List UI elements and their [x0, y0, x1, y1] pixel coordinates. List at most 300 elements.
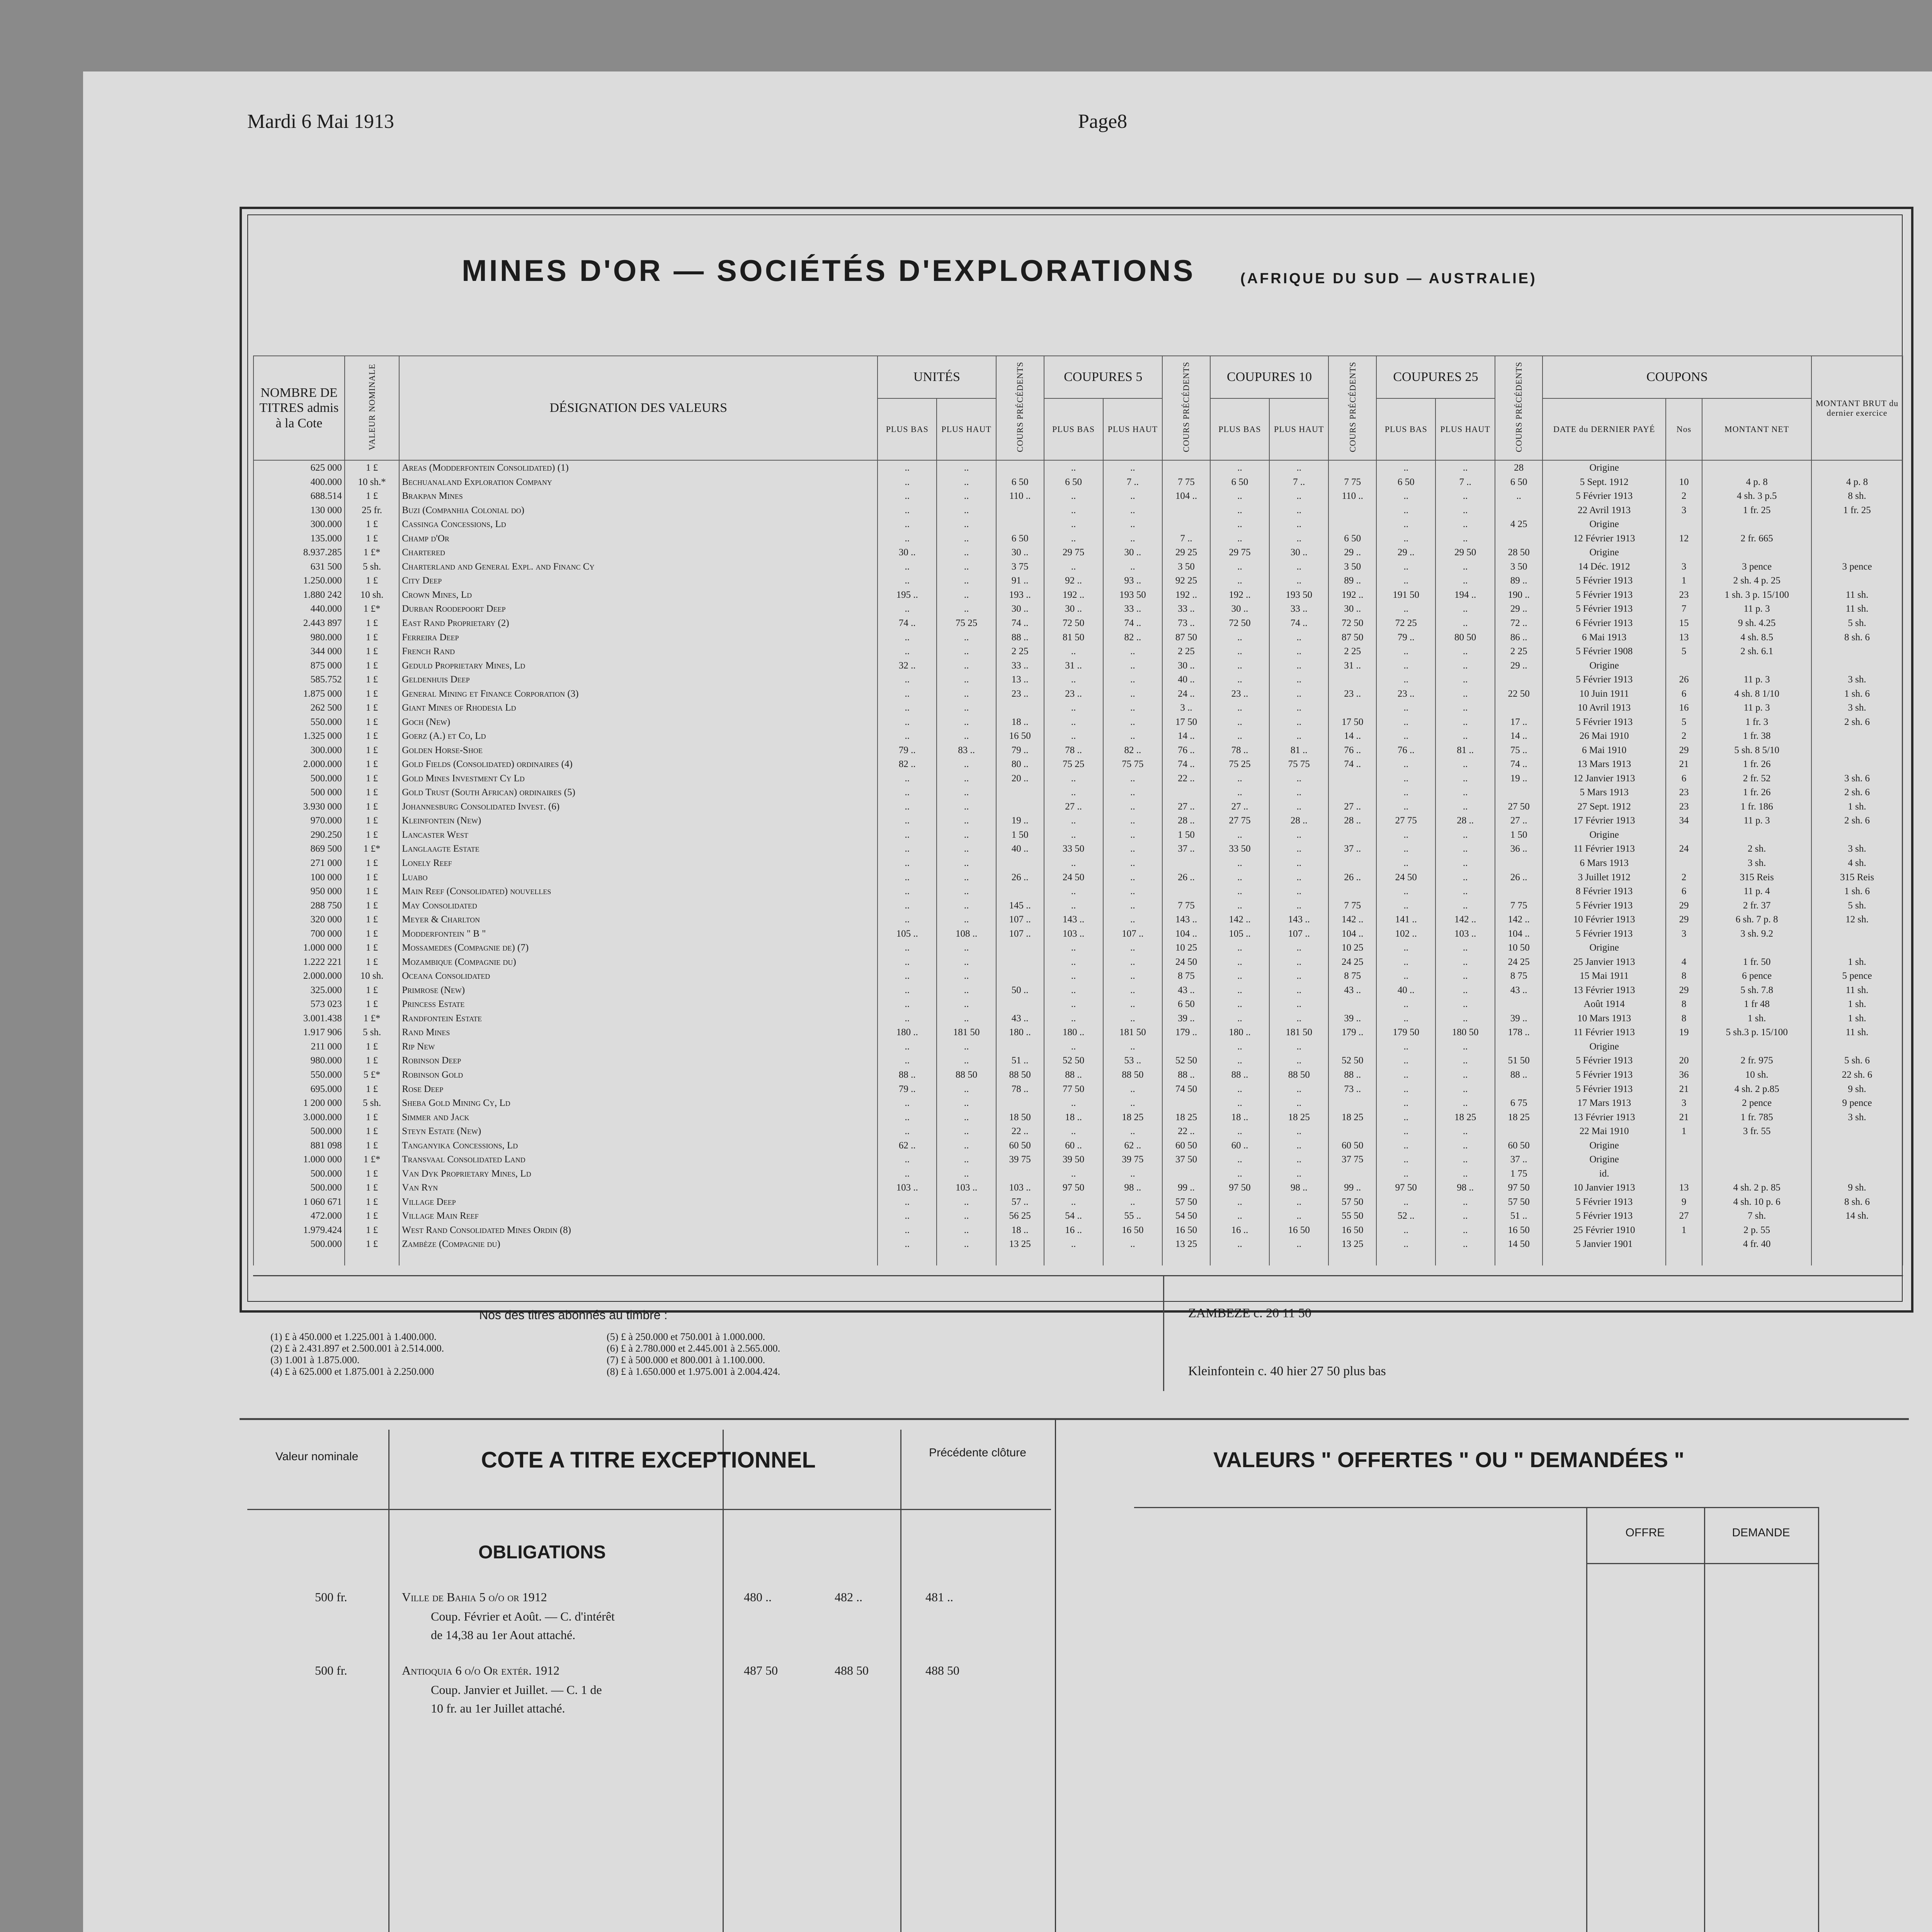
cours-precedent-value: 16 50: [1495, 1223, 1543, 1237]
plus-haut-value: ..: [1269, 856, 1328, 870]
plus-haut-value: 98 ..: [1435, 1180, 1495, 1195]
plus-bas-value: ..: [1376, 1152, 1435, 1167]
valeur-nominale: 1 £: [345, 856, 399, 870]
coupon-montant-net: 2 fr. 975: [1702, 1054, 1811, 1068]
cours-precedent-value: 74 ..: [996, 616, 1044, 630]
plus-haut-value: 75 75: [1269, 757, 1328, 772]
plus-haut-value: ..: [937, 828, 996, 842]
plus-bas-value: ..: [1210, 1054, 1269, 1068]
cours-precedent-value: 29 ..: [1495, 658, 1543, 673]
coupon-number: 3: [1666, 503, 1702, 517]
coupon-montant-net: 2 fr. 37: [1702, 898, 1811, 913]
cours-precedent-value: 43 ..: [1495, 983, 1543, 997]
valeur-nominale: 1 £*: [345, 602, 399, 616]
coupon-date: 5 Février 1908: [1543, 644, 1665, 658]
coupon-number: [1666, 828, 1702, 842]
plus-bas-value: ..: [1210, 460, 1269, 475]
designation: West Rand Consolidated Mines Ordin (8): [399, 1223, 878, 1237]
mines-row: [253, 1039, 1903, 1054]
plus-bas-value: ..: [1376, 997, 1435, 1012]
coupon-montant-net: 3 pence: [1702, 560, 1811, 574]
notes-right: [607, 1331, 780, 1378]
plus-bas-value: ..: [1210, 560, 1269, 574]
plus-bas-value: 6 50: [1210, 475, 1269, 489]
cours-precedent-value: 30 ..: [1328, 602, 1376, 616]
titres-count: 288 750: [253, 898, 345, 913]
plus-bas-value: ..: [1210, 898, 1269, 913]
plus-bas-value: ..: [1210, 644, 1269, 658]
plus-haut-value: ..: [1435, 969, 1495, 983]
plus-haut-value: ..: [1435, 531, 1495, 546]
designation: Steyn Estate (New): [399, 1124, 878, 1138]
montant-brut: 5 pence: [1811, 969, 1903, 983]
exc-title: COTE A TITRE EXCEPTIONNEL: [481, 1447, 816, 1473]
coupon-number: 27: [1666, 1209, 1702, 1223]
plus-haut-value: ..: [1435, 786, 1495, 800]
plus-haut-value: 75 75: [1103, 757, 1162, 772]
plus-bas-value: ..: [1376, 898, 1435, 913]
mines-row: [253, 1026, 1903, 1040]
mines-title: MINES D'OR — SOCIÉTÉS D'EXPLORATIONS: [462, 253, 1196, 287]
cours-precedent-value: 192 ..: [1328, 588, 1376, 602]
obligation-cours-bas: 487 50: [744, 1663, 778, 1677]
cours-precedent-value: 13 25: [1162, 1237, 1210, 1252]
plus-haut-value: ..: [1435, 1096, 1495, 1110]
plus-haut-value: ..: [937, 672, 996, 687]
montant-brut: [1811, 757, 1903, 772]
plus-haut-value: ..: [1435, 898, 1495, 913]
coupon-number: 24: [1666, 842, 1702, 856]
montant-brut: [1811, 644, 1903, 658]
plus-bas-value: ..: [1376, 1138, 1435, 1153]
mines-row: [253, 1082, 1903, 1096]
montant-brut: [1811, 574, 1903, 588]
cours-precedent-value: 37 ..: [1328, 842, 1376, 856]
cours-precedent-value: [1328, 884, 1376, 898]
montant-brut: 1 sh.: [1811, 1011, 1903, 1026]
mines-row: [253, 814, 1903, 828]
valeur-nominale: 1 £: [345, 898, 399, 913]
cours-precedent-value: [996, 884, 1044, 898]
cours-precedent-value: 43 ..: [1328, 983, 1376, 997]
mines-row: [253, 969, 1903, 983]
valeur-nominale: 1 £*: [345, 1011, 399, 1026]
plus-haut-value: ..: [1103, 701, 1162, 715]
plus-bas-value: ..: [1044, 955, 1103, 969]
plus-haut-value: ..: [1269, 997, 1328, 1012]
plus-haut-value: 28 ..: [1435, 814, 1495, 828]
montant-brut: 9 sh.: [1811, 1180, 1903, 1195]
valeur-nominale: 1 £: [345, 1237, 399, 1252]
plus-bas-value: ..: [1210, 856, 1269, 870]
coupon-number: 4: [1666, 955, 1702, 969]
cours-precedent-value: [1162, 884, 1210, 898]
cours-precedent-value: [996, 1167, 1044, 1181]
plus-bas-value: 79 ..: [1376, 630, 1435, 645]
plus-haut-value: ..: [1269, 1096, 1328, 1110]
cours-precedent-value: 17 50: [1162, 715, 1210, 729]
plus-haut-value: ..: [937, 531, 996, 546]
cours-precedent-value: 179 ..: [1328, 1026, 1376, 1040]
valeur-nominale: 10 sh.: [345, 588, 399, 602]
coupon-date: 12 Janvier 1913: [1543, 771, 1665, 786]
plus-haut-value: ..: [1269, 1195, 1328, 1209]
mines-row: [253, 1124, 1903, 1138]
montant-brut: 9 pence: [1811, 1096, 1903, 1110]
plus-bas-value: ..: [878, 672, 937, 687]
plus-bas-value: 79 ..: [878, 1082, 937, 1096]
plus-haut-value: ..: [937, 560, 996, 574]
coupon-date: 11 Février 1913: [1543, 842, 1665, 856]
coupon-montant-net: 1 sh.: [1702, 1011, 1811, 1026]
plus-haut-value: 98 ..: [1103, 1180, 1162, 1195]
filler-cell: [1162, 1251, 1210, 1265]
offertes-title: VALEURS " OFFERTES " OU " DEMANDÉES ": [1213, 1447, 1685, 1472]
designation: Primrose (New): [399, 983, 878, 997]
coupon-number: 5: [1666, 644, 1702, 658]
plus-bas-value: ..: [1376, 1054, 1435, 1068]
plus-bas-value: 88 ..: [878, 1068, 937, 1082]
mines-row: [253, 786, 1903, 800]
valeur-nominale: 1 £*: [345, 1152, 399, 1167]
cours-precedent-value: [1328, 997, 1376, 1012]
cours-precedent-value: 74 50: [1162, 1082, 1210, 1096]
cours-precedent-value: 8 75: [1495, 969, 1543, 983]
plus-bas-value: ..: [878, 715, 937, 729]
plus-haut-value: ..: [1269, 1124, 1328, 1138]
plus-haut-value: ..: [1435, 672, 1495, 687]
plus-haut-value: ..: [937, 546, 996, 560]
coupon-date: 11 Février 1913: [1543, 1026, 1665, 1040]
mines-row: [253, 757, 1903, 772]
plus-bas-value: 180 ..: [1210, 1026, 1269, 1040]
cours-precedent-value: 18 ..: [996, 1223, 1044, 1237]
valeur-nominale: 1 £: [345, 687, 399, 701]
plus-bas-value: ..: [1376, 1082, 1435, 1096]
plus-haut-value: ..: [937, 1011, 996, 1026]
cours-precedent-value: 2 25: [996, 644, 1044, 658]
designation: Brakpan Mines: [399, 489, 878, 503]
plus-haut-value: 16 50: [1103, 1223, 1162, 1237]
cours-precedent-value: 20 ..: [996, 771, 1044, 786]
filler-cell: [1328, 1251, 1376, 1265]
cours-precedent-value: 43 ..: [996, 1011, 1044, 1026]
coupon-number: [1666, 1152, 1702, 1167]
cours-precedent-value: [1162, 786, 1210, 800]
plus-haut-value: ..: [1103, 983, 1162, 997]
plus-haut-value: ..: [1103, 644, 1162, 658]
cours-precedent-value: ..: [1495, 489, 1543, 503]
cours-precedent-value: 6 50: [1162, 997, 1210, 1012]
coupon-montant-net: 11 p. 4: [1702, 884, 1811, 898]
plus-bas-value: ..: [1044, 898, 1103, 913]
plus-haut-value: ..: [1435, 1237, 1495, 1252]
plus-bas-value: 75 25: [1044, 757, 1103, 772]
cours-precedent-value: 18 25: [1328, 1110, 1376, 1124]
coupon-montant-net: 2 sh. 4 p. 25: [1702, 574, 1811, 588]
plus-bas-value: 105 ..: [878, 927, 937, 941]
plus-haut-value: ..: [1435, 574, 1495, 588]
coupon-number: 21: [1666, 1110, 1702, 1124]
coupon-number: 3: [1666, 1096, 1702, 1110]
montant-brut: 4 p. 8: [1811, 475, 1903, 489]
plus-bas-value: 32 ..: [878, 658, 937, 673]
mines-row: [253, 1096, 1903, 1110]
cours-precedent-value: [996, 969, 1044, 983]
cours-precedent-value: [1495, 786, 1543, 800]
titres-count: 500.000: [253, 1237, 345, 1252]
plus-haut-value: ..: [937, 757, 996, 772]
coupon-montant-net: [1702, 517, 1811, 531]
cours-precedent-value: 43 ..: [1162, 983, 1210, 997]
cours-precedent-value: 50 ..: [996, 983, 1044, 997]
offertes-col-demande: DEMANDE: [1732, 1526, 1790, 1539]
designation: Mossamedes (Compagnie de) (7): [399, 940, 878, 955]
note-kleinfontein: Kleinfontein c. 40 hier 27 50 plus bas: [1188, 1364, 1386, 1378]
valeur-nominale: 1 £: [345, 1195, 399, 1209]
plus-bas-value: ..: [1044, 828, 1103, 842]
valeur-nominale: 5 sh.: [345, 560, 399, 574]
titres-count: 2.000.000: [253, 969, 345, 983]
plus-haut-value: ..: [1269, 940, 1328, 955]
cours-precedent-value: [1328, 517, 1376, 531]
valeur-nominale: 1 £: [345, 912, 399, 927]
cours-precedent-value: 74 ..: [1495, 757, 1543, 772]
designation: Robinson Gold: [399, 1068, 878, 1082]
coupon-number: 21: [1666, 757, 1702, 772]
plus-haut-value: ..: [937, 884, 996, 898]
plus-bas-value: ..: [1376, 1011, 1435, 1026]
plus-bas-value: ..: [1376, 1068, 1435, 1082]
valeur-nominale: 1 £: [345, 927, 399, 941]
obligation-cours-bas: 480 ..: [744, 1590, 772, 1604]
designation: Luabo: [399, 870, 878, 884]
col-nombre: NOMBRE DE TITRES admis à la Cote: [253, 356, 345, 460]
cours-precedent-value: 103 ..: [996, 1180, 1044, 1195]
designation: Lonely Reef: [399, 856, 878, 870]
plus-haut-value: 88 50: [937, 1068, 996, 1082]
plus-bas-value: ..: [1376, 940, 1435, 955]
plus-bas-value: 24 50: [1044, 870, 1103, 884]
plus-bas-value: 62 ..: [878, 1138, 937, 1153]
offertes-head-rule: [1586, 1563, 1818, 1564]
designation: Bechuanaland Exploration Company: [399, 475, 878, 489]
plus-bas-value: ..: [1044, 969, 1103, 983]
cours-precedent-value: 7 ..: [1162, 531, 1210, 546]
coupon-montant-net: 5 sh. 7.8: [1702, 983, 1811, 997]
designation: Geduld Proprietary Mines, Ld: [399, 658, 878, 673]
valeur-nominale: 1 £: [345, 701, 399, 715]
coupon-number: [1666, 856, 1702, 870]
cours-precedent-value: 78 ..: [996, 1082, 1044, 1096]
valeur-nominale: 1 £: [345, 1138, 399, 1153]
plus-bas-value: ..: [1376, 701, 1435, 715]
plus-bas-value: ..: [1044, 460, 1103, 475]
plus-haut-value: ..: [1103, 969, 1162, 983]
cours-precedent-value: 18 25: [1495, 1110, 1543, 1124]
plus-bas-value: ..: [878, 1223, 937, 1237]
plus-haut-value: ..: [937, 842, 996, 856]
cours-precedent-value: 88 ..: [996, 630, 1044, 645]
note-line: (8) £ à 1.650.000 et 1.975.001 à 2.004.424.: [607, 1366, 781, 1377]
valeur-nominale: 1 £: [345, 517, 399, 531]
coupon-date: 5 Février 1913: [1543, 602, 1665, 616]
plus-bas-value: ..: [1210, 658, 1269, 673]
plus-bas-value: ..: [878, 1237, 937, 1252]
coupon-number: 7: [1666, 602, 1702, 616]
cours-precedent-value: 60 50: [1328, 1138, 1376, 1153]
cours-precedent-value: 24 25: [1495, 955, 1543, 969]
plus-bas-value: ..: [878, 460, 937, 475]
cours-precedent-value: 6 50: [1328, 531, 1376, 546]
plus-bas-value: 23 ..: [1210, 687, 1269, 701]
cours-precedent-value: [1495, 672, 1543, 687]
offertes-col-offre: OFFRE: [1625, 1526, 1665, 1539]
plus-haut-value: ..: [1435, 503, 1495, 517]
obligation-desc: Coup. Janvier et Juillet. — C. 1 de: [431, 1683, 602, 1697]
coupon-number: 6: [1666, 687, 1702, 701]
cours-precedent-value: 74 ..: [1328, 757, 1376, 772]
plus-haut-value: ..: [1103, 1195, 1162, 1209]
coupon-date: 12 Février 1913: [1543, 531, 1665, 546]
cours-precedent-value: 104 ..: [1495, 927, 1543, 941]
valeur-nominale: 1 £: [345, 884, 399, 898]
coupon-number: 1: [1666, 1223, 1702, 1237]
plus-haut-value: 53 ..: [1103, 1054, 1162, 1068]
cours-precedent-value: 6 75: [1495, 1096, 1543, 1110]
cours-precedent-value: 3 50: [1328, 560, 1376, 574]
plus-bas-value: ..: [1376, 856, 1435, 870]
mines-row: [253, 884, 1903, 898]
designation: Tanganyika Concessions, Ld: [399, 1138, 878, 1153]
cours-precedent-value: 104 ..: [1162, 489, 1210, 503]
plus-haut-value: ..: [1435, 771, 1495, 786]
plus-haut-value: 80 50: [1435, 630, 1495, 645]
plus-bas-value: ..: [1376, 955, 1435, 969]
coupon-number: 6: [1666, 884, 1702, 898]
plus-haut-value: ..: [937, 771, 996, 786]
coupon-montant-net: 1 fr. 186: [1702, 799, 1811, 814]
coupon-montant-net: 4 sh. 10 p. 6: [1702, 1195, 1811, 1209]
mines-row: [253, 574, 1903, 588]
cours-precedent-value: 1 50: [1495, 828, 1543, 842]
plus-haut-value: 93 ..: [1103, 574, 1162, 588]
filler-cell: [1044, 1251, 1103, 1265]
running-date: Mardi 6 Mai 1913: [247, 111, 394, 133]
coupon-date: 13 Février 1913: [1543, 983, 1665, 997]
col-unites: UNITÉS: [878, 356, 996, 398]
cours-precedent-value: 73 ..: [1162, 616, 1210, 630]
mines-row: [253, 955, 1903, 969]
plus-bas-value: ..: [878, 955, 937, 969]
plus-bas-value: ..: [878, 574, 937, 588]
cours-precedent-value: 36 ..: [1495, 842, 1543, 856]
cours-precedent-value: 7 75: [1328, 898, 1376, 913]
cours-precedent-value: 76 ..: [1328, 743, 1376, 757]
plus-bas-value: 52 ..: [1376, 1209, 1435, 1223]
valeur-nominale: 1 £: [345, 1223, 399, 1237]
plus-haut-value: ..: [937, 517, 996, 531]
plus-bas-value: ..: [878, 856, 937, 870]
filler-cell: [1666, 1251, 1702, 1265]
cours-precedent-value: 179 ..: [1162, 1026, 1210, 1040]
cours-precedent-value: 37 ..: [1162, 842, 1210, 856]
plus-haut-value: ..: [1269, 672, 1328, 687]
plus-bas-value: 52 50: [1044, 1054, 1103, 1068]
plus-bas-value: 97 50: [1210, 1180, 1269, 1195]
plus-bas-value: ..: [1210, 574, 1269, 588]
plus-bas-value: ..: [1044, 786, 1103, 800]
plus-bas-value: 27 75: [1376, 814, 1435, 828]
plus-haut-value: ..: [1269, 870, 1328, 884]
exc-col-valeur: Valeur nominale: [275, 1450, 359, 1463]
coupon-date: 5 Février 1913: [1543, 927, 1665, 941]
coupon-date: 6 Février 1913: [1543, 616, 1665, 630]
montant-brut: 2 sh. 6: [1811, 715, 1903, 729]
cours-precedent-value: 17 ..: [1495, 715, 1543, 729]
montant-brut: [1811, 531, 1903, 546]
plus-haut-value: ..: [1269, 1152, 1328, 1167]
plus-bas-value: 105 ..: [1210, 927, 1269, 941]
valeur-nominale: 1 £: [345, 870, 399, 884]
plus-haut-value: 28 ..: [1269, 814, 1328, 828]
plus-bas-value: 16 ..: [1044, 1223, 1103, 1237]
plus-bas-value: ..: [1210, 1195, 1269, 1209]
plus-haut-value: ..: [1103, 1011, 1162, 1026]
plus-haut-value: ..: [1269, 630, 1328, 645]
plus-bas-value: ..: [1044, 771, 1103, 786]
plus-bas-value: ..: [1376, 531, 1435, 546]
plus-bas-value: ..: [1210, 828, 1269, 842]
cours-precedent-value: 3 50: [1495, 560, 1543, 574]
coupon-date: 5 Février 1913: [1543, 1054, 1665, 1068]
plus-bas-value: 97 50: [1044, 1180, 1103, 1195]
coupon-date: Origine: [1543, 517, 1665, 531]
plus-haut-value: ..: [1435, 1124, 1495, 1138]
titres-count: 881 098: [253, 1138, 345, 1153]
plus-haut-value: 103 ..: [1435, 927, 1495, 941]
designation: Chartered: [399, 546, 878, 560]
cours-precedent-value: [996, 955, 1044, 969]
coupon-date: Août 1914: [1543, 997, 1665, 1012]
valeur-nominale: 1 £: [345, 729, 399, 743]
cours-precedent-value: [1328, 1096, 1376, 1110]
obligation-valeur: 500 fr.: [315, 1590, 347, 1604]
mines-row: [253, 687, 1903, 701]
cours-precedent-value: 97 50: [1495, 1180, 1543, 1195]
titres-count: 325.000: [253, 983, 345, 997]
plus-haut-value: ..: [937, 1223, 996, 1237]
plus-haut-value: ..: [1435, 701, 1495, 715]
plus-haut-value: ..: [1269, 701, 1328, 715]
plus-haut-value: ..: [1103, 517, 1162, 531]
designation: Simmer and Jack: [399, 1110, 878, 1124]
montant-brut: [1811, 743, 1903, 757]
plus-bas-value: 195 ..: [878, 588, 937, 602]
plus-bas-value: ..: [1210, 1124, 1269, 1138]
obligation-cours-haut: 488 50: [835, 1663, 869, 1677]
plus-haut-value: ..: [1435, 1167, 1495, 1181]
titres-count: 631 500: [253, 560, 345, 574]
plus-haut-value: 193 50: [1103, 588, 1162, 602]
plus-bas-value: 27 ..: [1044, 799, 1103, 814]
coupon-montant-net: 11 p. 3: [1702, 672, 1811, 687]
plus-bas-value: ..: [1210, 884, 1269, 898]
plus-haut-value: ..: [1435, 644, 1495, 658]
cours-precedent-value: 145 ..: [996, 898, 1044, 913]
mines-row: [253, 1237, 1903, 1252]
valeur-nominale: 1 £: [345, 531, 399, 546]
